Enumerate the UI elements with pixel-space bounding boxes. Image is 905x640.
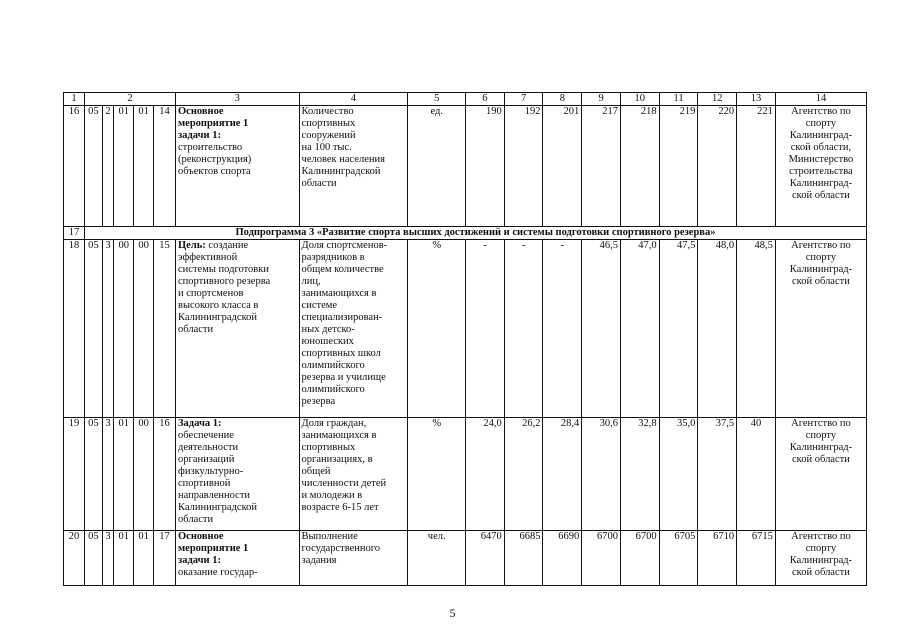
agency-cell: Агентство по спорту Калининград- ской области	[775, 531, 866, 586]
value-cell: 6700	[620, 531, 659, 586]
value-cell: -	[543, 240, 582, 418]
value-cell: 48,5	[737, 240, 776, 418]
col-num-3: 3	[176, 93, 300, 106]
activity-name-text: оказание государ-	[178, 567, 258, 578]
col-num-7: 7	[504, 93, 543, 106]
code-cell: 2	[102, 106, 114, 227]
value-cell: 6715	[737, 531, 776, 586]
code-cell: 00	[134, 418, 154, 531]
code-cell: 01	[114, 418, 134, 531]
value-cell: 217	[582, 106, 621, 227]
value-cell: 192	[504, 106, 543, 227]
unit-cell: %	[408, 418, 466, 531]
col-num-9: 9	[582, 93, 621, 106]
code-cell: 3	[102, 240, 114, 418]
agency-cell: Агентство по спорту Калининград- ской области	[775, 418, 866, 531]
table-row	[64, 418, 867, 531]
row-number: 19	[64, 418, 85, 531]
table-row	[64, 240, 867, 418]
subprogram-row	[64, 227, 867, 240]
col-num-10: 10	[620, 93, 659, 106]
code-cell: 01	[114, 106, 134, 227]
indicator-cell: Доля спортсменов- разрядников в общем количестве лиц, занимающихся в системе специализирован- ных детско- юношеских спортивных школ олимпийского резерва и училище олимпийского резерва	[299, 240, 408, 418]
indicator-cell: Доля граждан, занимающихся в спортивных организациях, в общей численности детей и молодежи в возрасте 6-15 лет	[299, 418, 408, 531]
activity-name-bold: Основное мероприятие 1 задачи 1:	[178, 531, 249, 566]
code-cell: 01	[134, 106, 154, 227]
subprogram-title: Подпрограмма 3 «Развитие спорта высших достижений и системы подготовки спортивного резерва»	[84, 227, 866, 240]
col-num-12: 12	[698, 93, 737, 106]
row-number: 20	[64, 531, 85, 586]
agency-cell: Агентство по спорту Калининград- ской области, Министерство строительства Калининград- ской области	[775, 106, 866, 227]
value-cell: 6470	[466, 531, 505, 586]
value-cell: 47,0	[620, 240, 659, 418]
activity-name-text: строительство (реконструкция) объектов спорта	[178, 142, 252, 177]
column-number-row	[64, 93, 867, 106]
program-indicators-table	[63, 92, 867, 586]
value-cell: 6685	[504, 531, 543, 586]
value-cell: -	[504, 240, 543, 418]
code-cell: 00	[134, 240, 154, 418]
value-cell: 6700	[582, 531, 621, 586]
activity-name-cell	[176, 418, 300, 531]
unit-cell: чел.	[408, 531, 466, 586]
code-cell: 05	[84, 240, 102, 418]
col-num-8: 8	[543, 93, 582, 106]
value-cell: 37,5	[698, 418, 737, 531]
agency-cell: Агентство по спорту Калининград- ской области	[775, 240, 866, 418]
table-row	[64, 531, 867, 586]
code-cell: 14	[154, 106, 176, 227]
value-cell: 219	[659, 106, 698, 227]
value-cell: 220	[698, 106, 737, 227]
value-cell: 218	[620, 106, 659, 227]
value-cell: 46,5	[582, 240, 621, 418]
activity-name-bold: Цель:	[178, 240, 206, 251]
unit-cell: ед.	[408, 106, 466, 227]
unit-cell: %	[408, 240, 466, 418]
col-num-13: 13	[737, 93, 776, 106]
table-row	[64, 106, 867, 227]
col-num-14: 14	[775, 93, 866, 106]
col-num-11: 11	[659, 93, 698, 106]
value-cell: 6705	[659, 531, 698, 586]
code-cell: 3	[102, 531, 114, 586]
value-cell: 201	[543, 106, 582, 227]
col-num-1: 1	[64, 93, 85, 106]
code-cell: 01	[134, 531, 154, 586]
col-num-5: 5	[408, 93, 466, 106]
value-cell: 26,2	[504, 418, 543, 531]
value-cell: 40	[737, 418, 776, 531]
value-cell: 24,0	[466, 418, 505, 531]
code-cell: 3	[102, 418, 114, 531]
value-cell: -	[466, 240, 505, 418]
value-cell: 30,6	[582, 418, 621, 531]
activity-name-bold: Задача 1:	[178, 418, 222, 429]
code-cell: 15	[154, 240, 176, 418]
col-num-2: 2	[84, 93, 175, 106]
code-cell: 17	[154, 531, 176, 586]
code-cell: 16	[154, 418, 176, 531]
indicator-cell: Выполнение государственного задания	[299, 531, 408, 586]
activity-name-bold: Основное мероприятие 1 задачи 1:	[178, 106, 249, 141]
value-cell: 47,5	[659, 240, 698, 418]
value-cell: 28,4	[543, 418, 582, 531]
indicator-cell: Количество спортивных сооружений на 100 тыс. человек населения Калининградской области	[299, 106, 408, 227]
page-number: 5	[449, 606, 456, 620]
value-cell: 48,0	[698, 240, 737, 418]
value-cell: 6710	[698, 531, 737, 586]
code-cell: 05	[84, 531, 102, 586]
value-cell: 190	[466, 106, 505, 227]
row-number: 16	[64, 106, 85, 227]
activity-name-cell	[176, 240, 300, 418]
value-cell: 221	[737, 106, 776, 227]
row-number: 18	[64, 240, 85, 418]
value-cell: 6690	[543, 531, 582, 586]
value-cell: 32,8	[620, 418, 659, 531]
code-cell: 00	[114, 240, 134, 418]
col-num-4: 4	[299, 93, 408, 106]
code-cell: 05	[84, 418, 102, 531]
activity-name-text: создание эффективной системы подготовки спортивного резерва и спортсменов высокого класса в Калининградской области	[178, 240, 271, 335]
code-cell: 01	[114, 531, 134, 586]
row-number: 17	[64, 227, 85, 240]
activity-name-cell	[176, 106, 300, 227]
activity-name-cell	[176, 531, 300, 586]
col-num-6: 6	[466, 93, 505, 106]
code-cell: 05	[84, 106, 102, 227]
value-cell: 35,0	[659, 418, 698, 531]
activity-name-text: обеспечение деятельности организаций физкультурно- спортивной направленности Калининградской области	[178, 430, 258, 525]
